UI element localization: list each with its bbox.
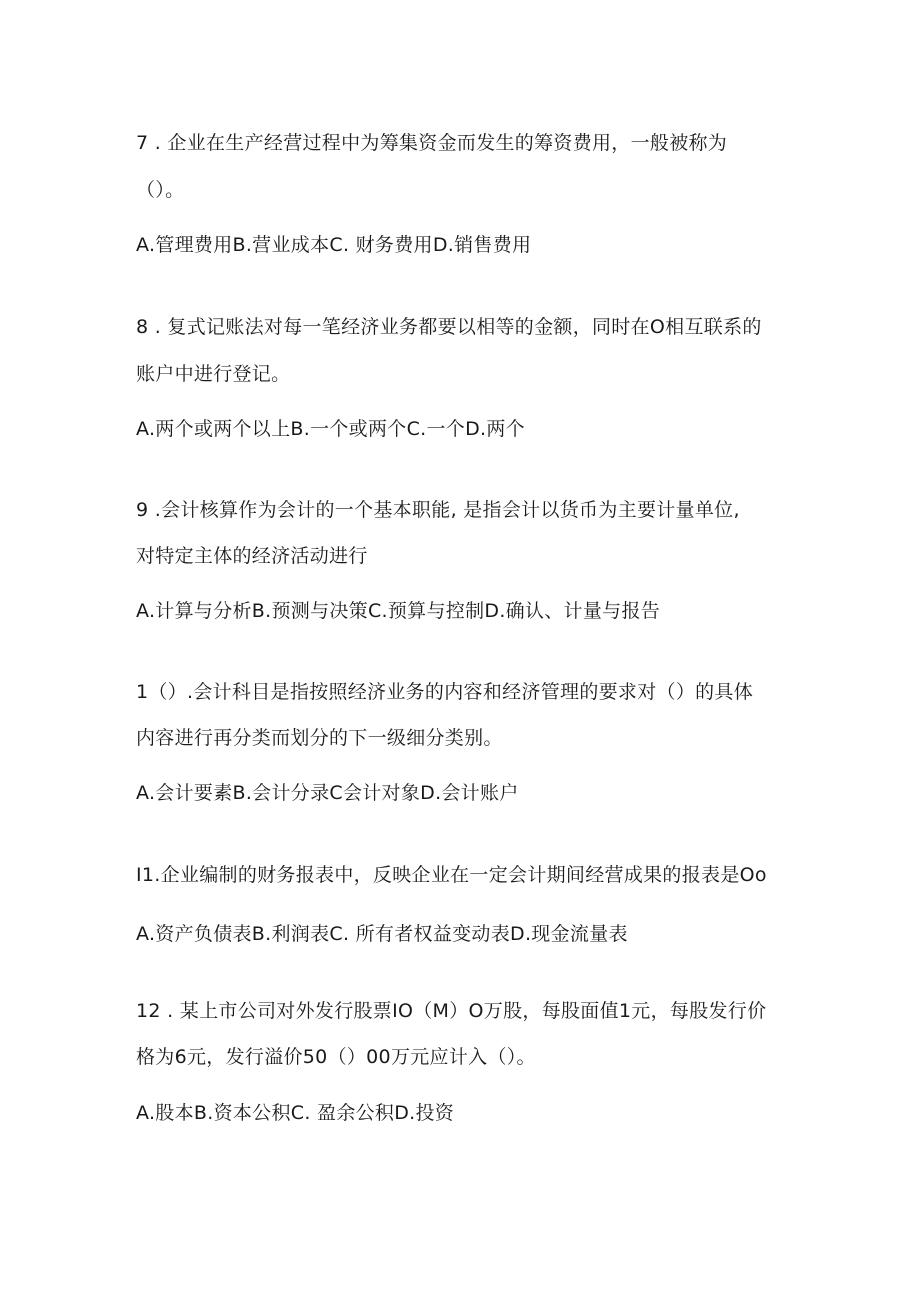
question-8-options: A.两个或两个以上B.一个或两个C.一个D.两个: [136, 418, 525, 440]
question-12-options: A.股本B.资本公积C. 盈余公积D.投资: [136, 1102, 455, 1124]
question-9-text-cont: 对特定主体的经济活动进行: [136, 545, 368, 567]
question-11-text: I1.企业编制的财务报表中，反映企业在一定会计期间经营成果的报表是Oo: [136, 864, 767, 886]
question-7-text: 7 . 企业在生产经营过程中为筹集资金而发生的筹资费用，一般被称为: [136, 132, 728, 154]
question-7-options: A.管理费用B.营业成本C. 财务费用D.销售费用: [136, 234, 532, 256]
question-10-text-cont: 内容进行再分类而划分的下一级细分类别。: [136, 727, 503, 749]
question-12-text: 12 . 某上市公司对外发行股票IO（M）O万股，每股面值1元，每股发行价: [136, 1000, 767, 1022]
question-7-text-cont: （）。: [136, 179, 185, 201]
question-8-text-cont: 账户中进行登记。: [136, 363, 291, 385]
question-10-options: A.会计要素B.会计分录C会计对象D.会计账户: [136, 782, 519, 804]
question-9-text: 9 .会计核算作为会计的一个基本职能, 是指会计以货币为主要计量单位,: [136, 499, 740, 521]
question-10-text: 1（）.会计科目是指按照经济业务的内容和经济管理的要求对（）的具体: [136, 681, 754, 703]
question-12-text-cont: 格为6元，发行溢价50（）00万元应计入（）。: [136, 1046, 536, 1068]
question-11-options: A.资产负债表B.利润表C. 所有者权益变动表D.现金流量表: [136, 923, 628, 945]
question-9-options: A.计算与分析B.预测与决策C.预算与控制D.确认、计量与报告: [136, 600, 661, 622]
question-8-text: 8 . 复式记账法对每一笔经济业务都要以相等的金额，同时在O相互联系的: [136, 316, 762, 338]
